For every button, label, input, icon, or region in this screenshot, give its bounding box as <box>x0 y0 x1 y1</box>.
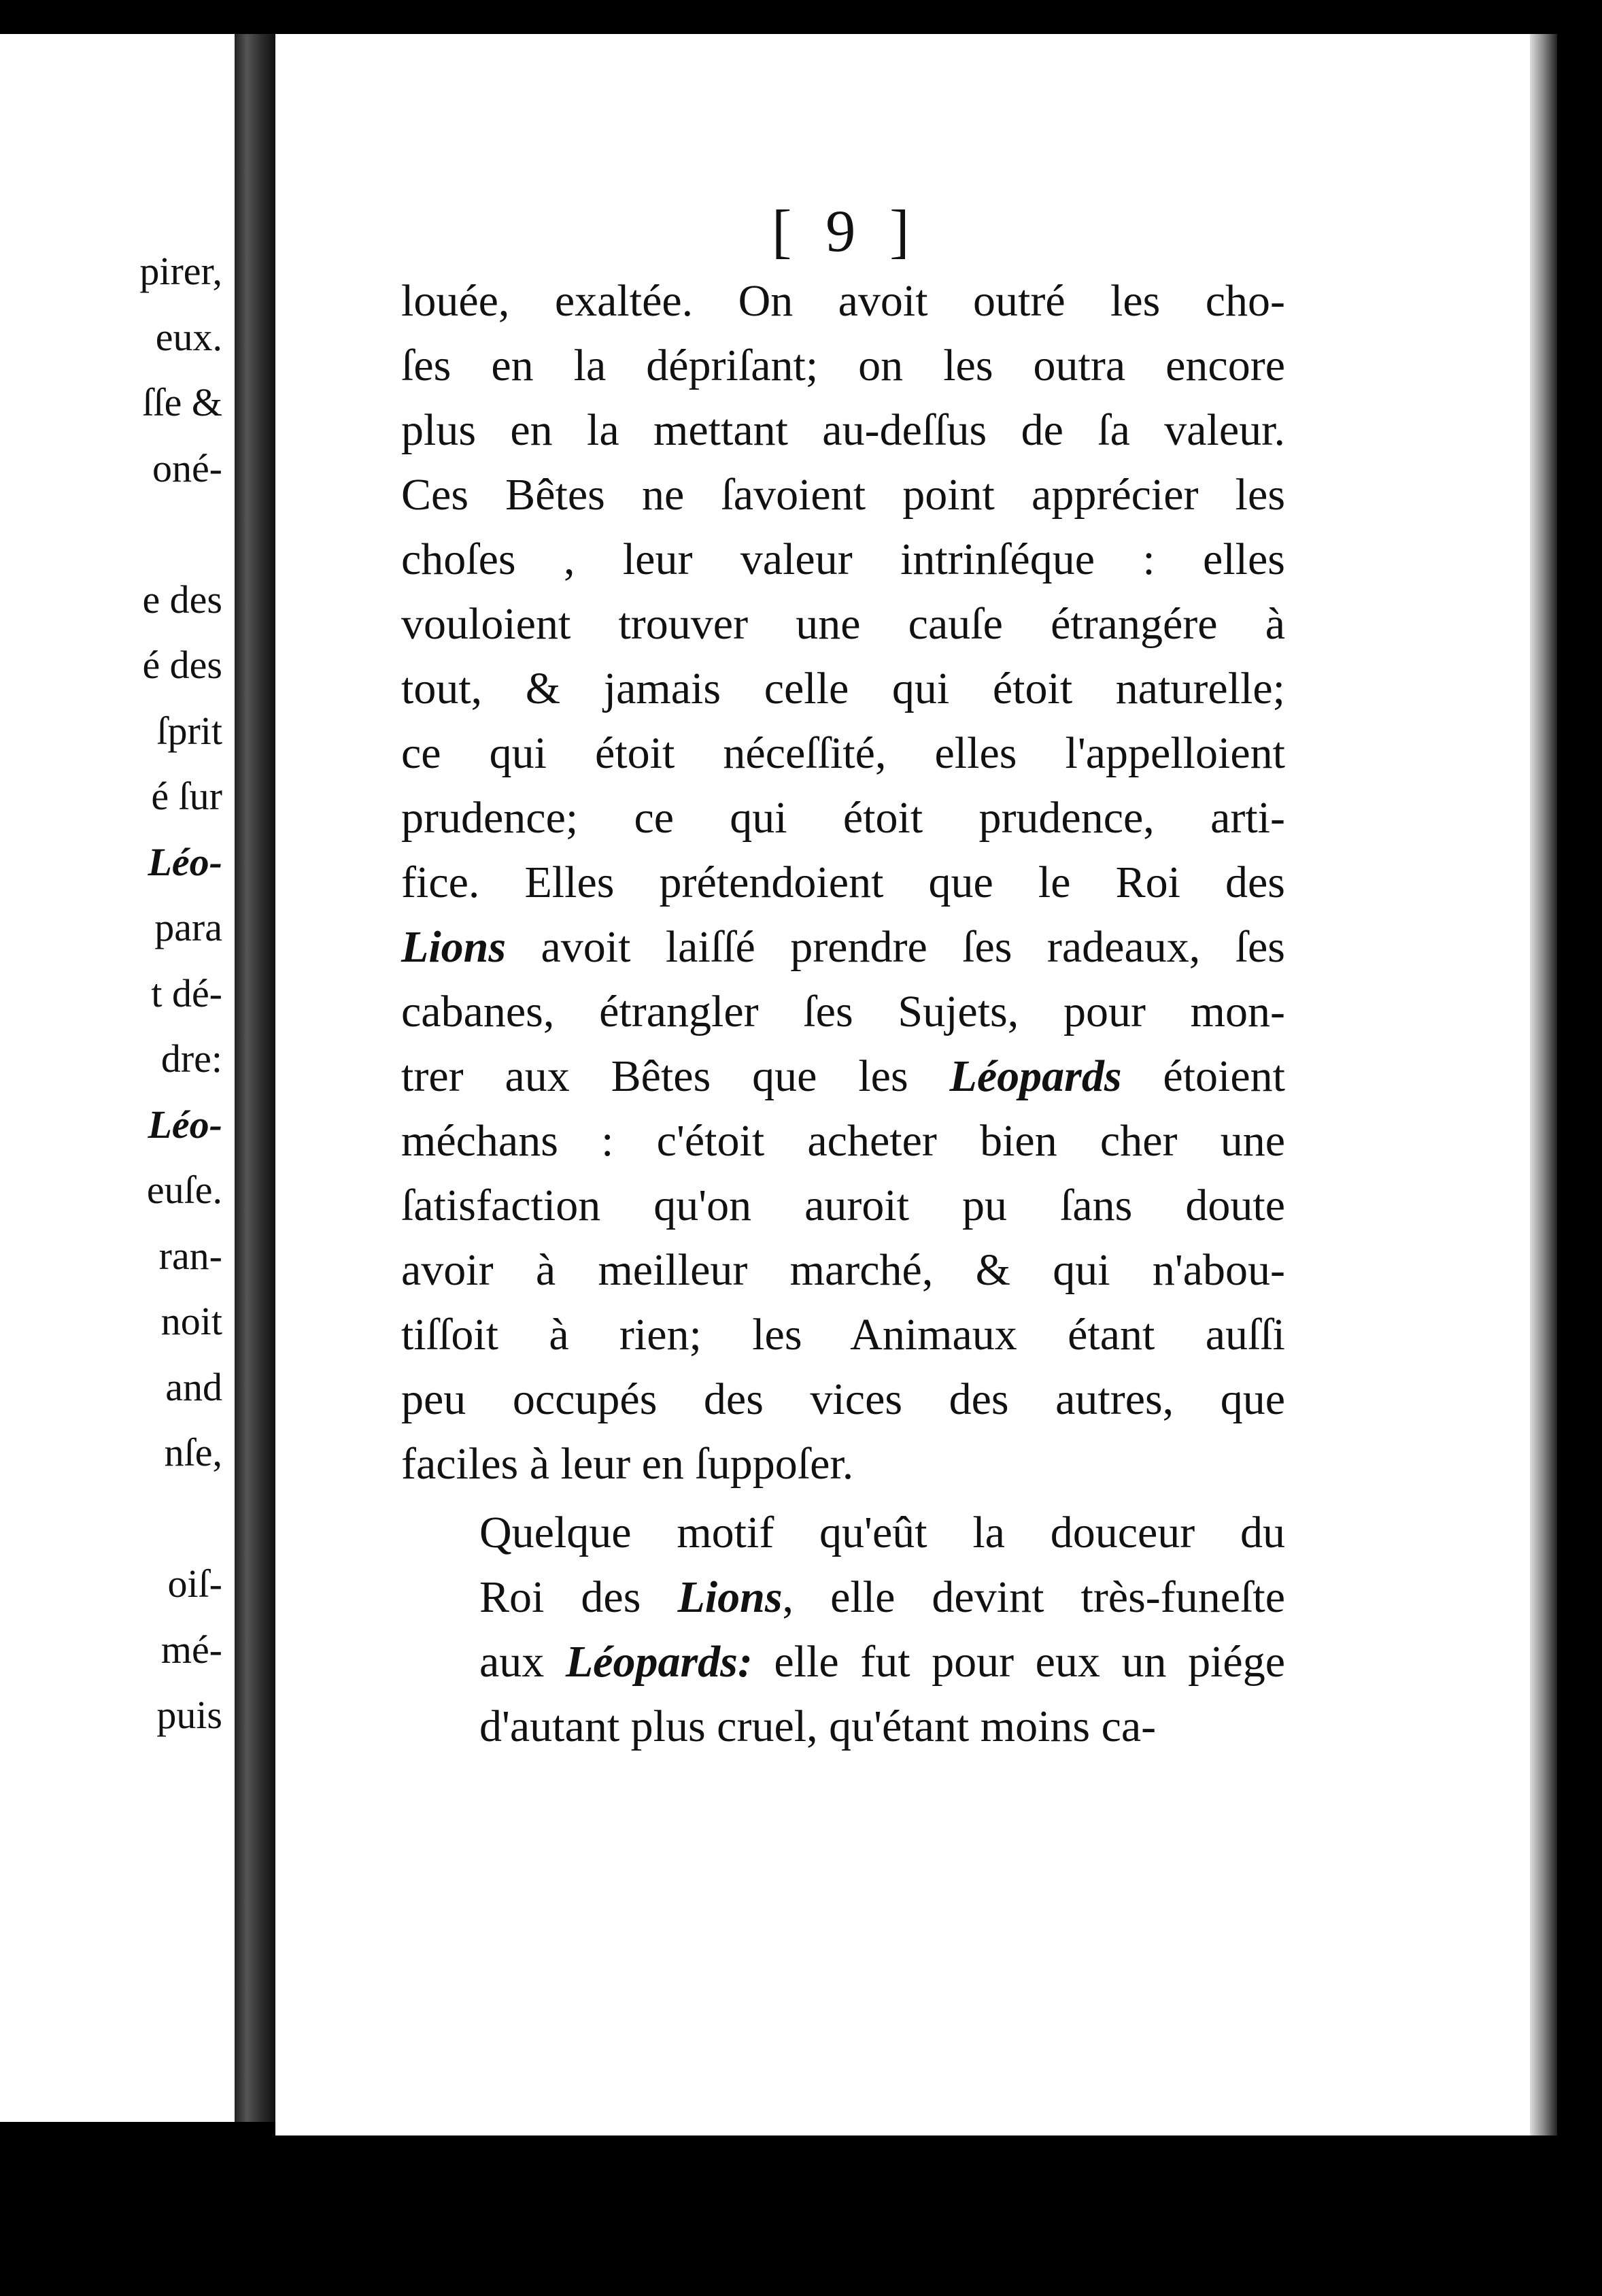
text-line <box>401 1565 1285 1630</box>
text-line <box>401 656 1285 721</box>
left-page-line: and <box>165 1364 222 1409</box>
text-line <box>401 1109 1285 1173</box>
left-page-line: oiſ- <box>167 1561 222 1606</box>
text-line <box>401 333 1285 398</box>
text-line <box>401 915 1285 979</box>
text-segment: choſes , leur valeur intrinſéque : elles <box>401 535 1285 584</box>
left-page-line: e des <box>142 577 222 622</box>
text-segment: , elle devint très-funeſte <box>782 1572 1285 1622</box>
text-line <box>401 721 1285 786</box>
text-line <box>401 1173 1285 1238</box>
text-segment: Ces Bêtes ne ſavoient point apprécier les <box>401 470 1285 520</box>
text-segment: aux <box>479 1637 566 1687</box>
text-segment: ſatisfaction qu'on auroit pu ſans doute <box>401 1181 1285 1230</box>
text-line <box>401 1630 1285 1694</box>
text-line <box>401 1302 1285 1367</box>
text-line <box>401 1500 1285 1565</box>
text-segment: d'autant plus cruel, qu'étant moins ca- <box>479 1702 1157 1751</box>
text-segment: vouloient trouver une cauſe étrangére à <box>401 599 1285 649</box>
left-page-line: ran- <box>158 1233 222 1278</box>
left-page-line: oné- <box>152 445 222 490</box>
left-page-line: para <box>154 905 222 949</box>
left-page-line: é ſur <box>151 774 222 818</box>
text-line <box>401 527 1285 592</box>
text-segment: avoir à meilleur marché, & qui n'abou- <box>401 1245 1285 1295</box>
left-page-line: euſe. <box>146 1168 222 1212</box>
text-line <box>401 1238 1285 1302</box>
paragraph-1 <box>401 269 1285 1496</box>
left-page-line: Léo- <box>148 1102 222 1147</box>
text-segment: étoient <box>1121 1051 1285 1101</box>
paragraph-2 <box>401 1500 1285 1759</box>
page-number: [ 9 ] <box>772 199 919 265</box>
text-segment: fice. Elles prétendoient que le Roi des <box>401 858 1285 907</box>
text-segment: trer aux Bêtes que les <box>401 1051 950 1101</box>
text-segment: ſes en la dépriſant; on les outra encore <box>401 341 1285 390</box>
text-line <box>401 1432 1285 1496</box>
left-page-line: t dé- <box>151 970 222 1015</box>
text-segment: peu occupés des vices des autres, que <box>401 1374 1285 1424</box>
left-page-line: Léo- <box>148 839 222 884</box>
italic-name: Lions <box>677 1572 783 1622</box>
text-line <box>401 979 1285 1044</box>
left-page-line: pirer, <box>139 249 222 293</box>
left-page-line: ſſe & <box>142 380 222 424</box>
text-segment: cabanes, étrangler ſes Sujets, pour mon- <box>401 987 1285 1036</box>
left-page-line: ſprit <box>156 708 222 753</box>
text-segment: Roi des <box>479 1572 678 1622</box>
left-page-line: noit <box>160 1299 222 1343</box>
text-line <box>401 398 1285 462</box>
text-line <box>401 1694 1285 1759</box>
text-segment: Quelque motif qu'eût la douceur du <box>479 1508 1285 1557</box>
italic-name: Lions <box>401 922 507 972</box>
text-segment: louée, exaltée. On avoit outré les cho- <box>401 276 1285 326</box>
left-page-line: é des <box>142 643 222 687</box>
left-page-line: mé- <box>160 1627 222 1672</box>
left-page-line: dre: <box>160 1036 222 1081</box>
text-line <box>401 1367 1285 1432</box>
text-segment: méchans : c'étoit acheter bien cher une <box>401 1116 1285 1166</box>
text-segment: plus en la mettant au-deſſus de ſa valeur. <box>401 405 1285 455</box>
page-edge <box>1530 34 1557 2135</box>
left-page-line: eux. <box>155 314 222 359</box>
text-segment: avoit laiſſé prendre ſes radeaux, ſes <box>506 922 1285 972</box>
body-text <box>401 269 1285 1759</box>
text-line <box>401 850 1285 915</box>
left-facing-page <box>0 34 235 2122</box>
italic-name: Léopards <box>949 1051 1122 1101</box>
text-segment: ce qui étoit néceſſité, elles l'appelloient <box>401 728 1285 778</box>
text-segment: prudence; ce qui étoit prudence, arti- <box>401 793 1285 843</box>
text-line <box>401 462 1285 527</box>
text-line <box>401 786 1285 850</box>
text-segment: tout, & jamais celle qui étoit naturelle; <box>401 664 1285 713</box>
italic-name: Léopards: <box>565 1637 753 1687</box>
left-page-line: nſe, <box>164 1430 222 1474</box>
text-line <box>401 1044 1285 1109</box>
text-line <box>401 269 1285 333</box>
text-line <box>401 592 1285 656</box>
text-segment: faciles à leur en ſuppoſer. <box>401 1439 854 1489</box>
text-segment: tiſſoit à rien; les Animaux étant auſſi <box>401 1310 1285 1360</box>
text-segment: elle fut pour eux un piége <box>752 1637 1285 1687</box>
left-page-line: puis <box>156 1693 222 1737</box>
book-gutter <box>235 34 275 2122</box>
